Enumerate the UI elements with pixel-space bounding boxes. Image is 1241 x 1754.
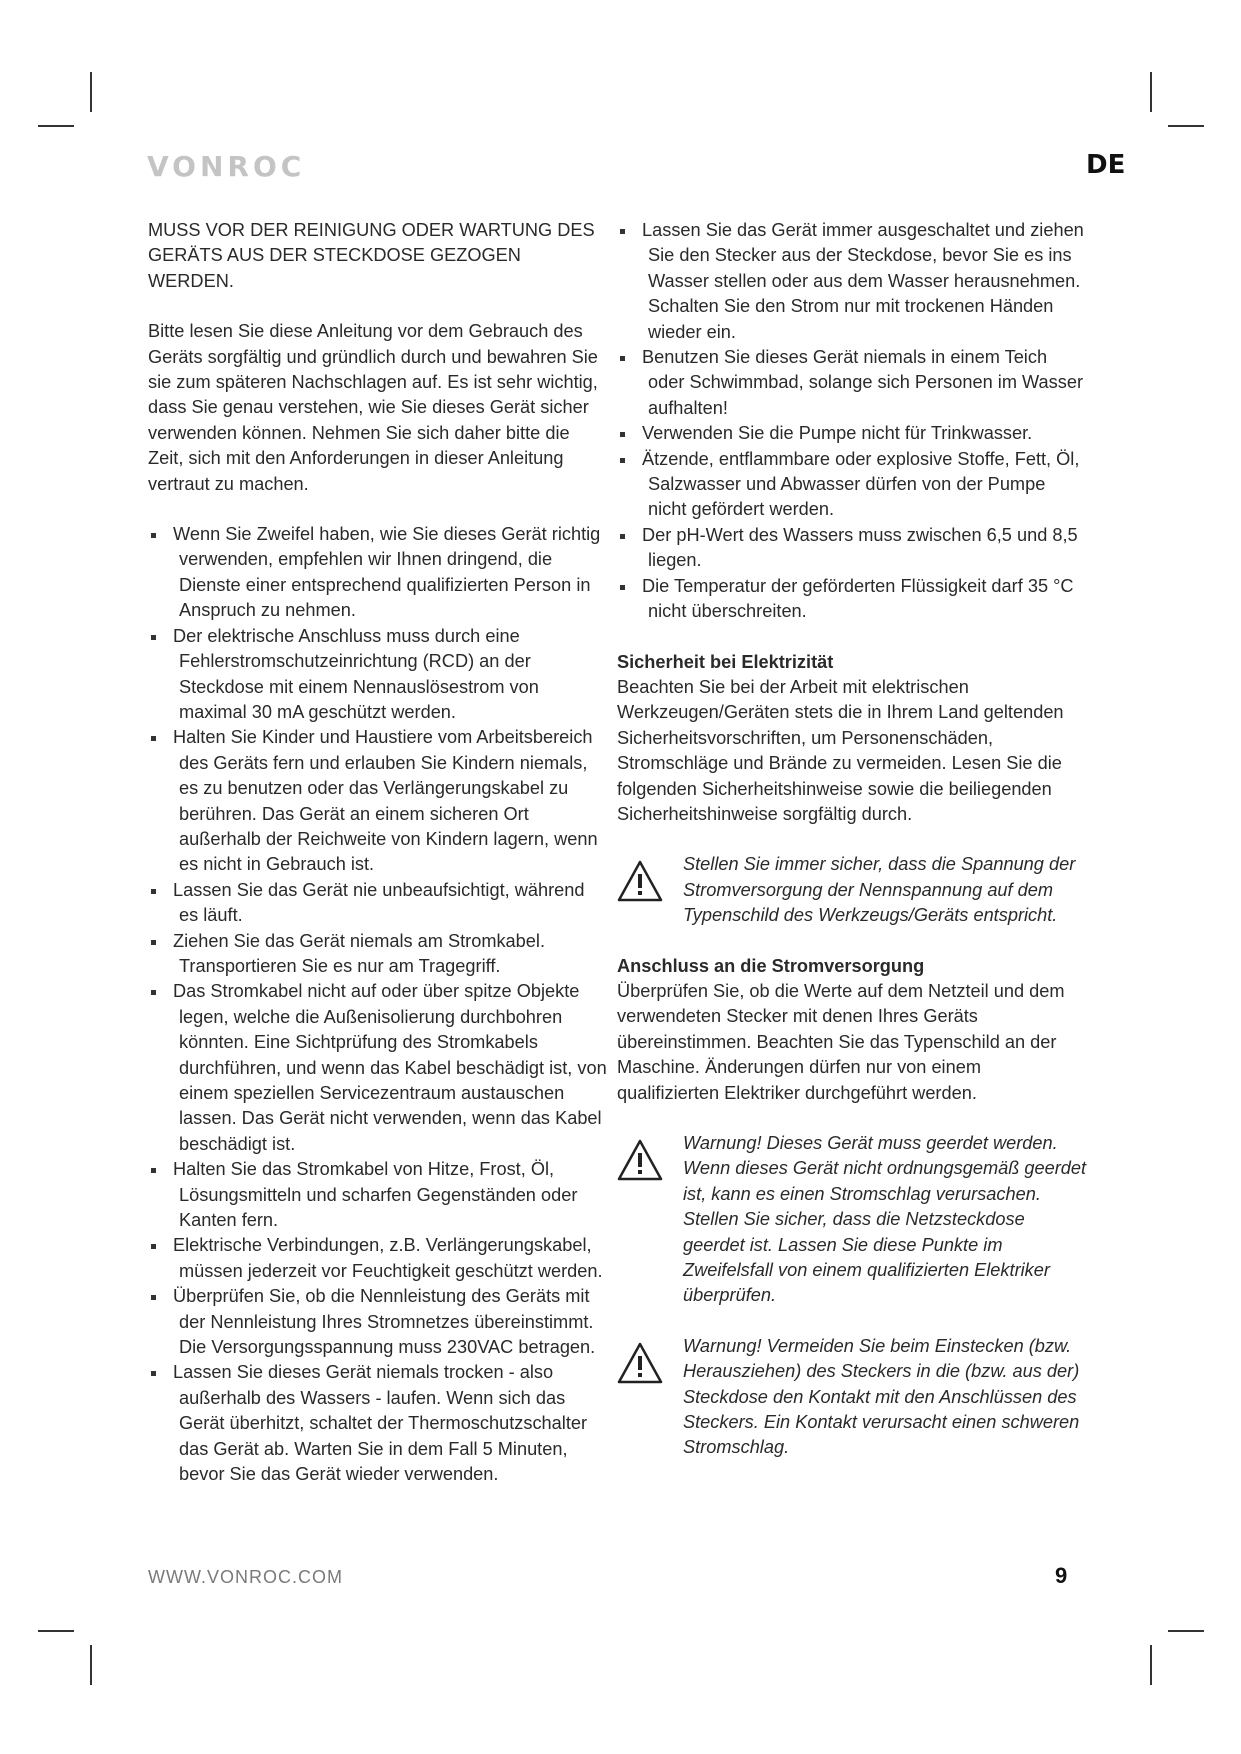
crop-mark [1150,1645,1152,1685]
power-supply-paragraph: Überprüfen Sie, ob die Werte auf dem Netzteil und dem verwendeten Stecker mit denen Ihres Geräts übereinstimmen. Beachten Sie das Typenschild an der Maschine. Änderungen dürfen nur von einem qualifizierten Elektriker durchgeführt werden. [617,980,1065,1103]
section-heading-electrical-safety: Sicherheit bei Elektrizität [617,651,834,672]
page-number: 9 [1055,1563,1068,1588]
list-item: Halten Sie Kinder und Haustiere vom Arbeitsbereich des Geräts fern und erlauben Sie Kindern niemals, es zu benutzen oder das Verlängerungskabel zu berühren. Das Gerät an einem sicheren Ort außerhalb der Reichweite von Kindern lagern, wenn es nicht in Gebrauch ist. [148,725,608,877]
brand-logo: VONROC [147,150,306,183]
list-item: Ätzende, entflammbare oder explosive Stoffe, Fett, Öl, Salzwasser und Abwasser dürfen von der Pumpe nicht gefördert werden. [617,447,1087,523]
right-column [617,218,1087,1486]
list-item: Die Temperatur der geförderten Flüssigkeit darf 35 °C nicht überschreiten. [617,574,1087,625]
warning-block-grounding [617,1131,1087,1309]
warning-text: Warnung! Vermeiden Sie beim Einstecken (bzw. Herausziehen) des Steckers in die (bzw. aus der) Steckdose den Kontakt mit den Anschlüssen des Steckers. Ein Kontakt verursacht einen schweren Stromschlag. [683,1335,1080,1458]
list-item: Lassen Sie das Gerät nie unbeaufsichtigt, während es läuft. [148,878,608,929]
list-item: Der pH-Wert des Wassers muss zwischen 6,5 und 8,5 liegen. [617,523,1087,574]
warning-block-plug-contact [617,1334,1087,1461]
crop-mark [90,1645,92,1685]
list-item: Der elektrische Anschluss muss durch eine Fehlerstromschutzeinrichtung (RCD) an der Steckdose mit einem Nennauslösestrom von maximal 30 mA geschützt werden. [148,624,608,726]
list-item: Lassen Sie dieses Gerät niemals trocken - also außerhalb des Wassers - laufen. Wenn sich das Gerät überhitzt, schaltet der Thermoschutzschalter das Gerät ab. Warten Sie in dem Fall 5 Minuten, bevor Sie das Gerät wieder verwenden. [148,1360,608,1487]
warning-text: Warnung! Dieses Gerät muss geerdet werden. Wenn dieses Gerät nicht ordnungsgemäß geerdet ist, kann es einen Stromschlag verursachen. Stellen Sie sicher, dass die Netzsteckdose geerdet ist. Lassen Sie diese Punkte im Zweifelsfall von einem qualifizierten Elektriker überprüfen. [683,1133,1087,1306]
list-item: Lassen Sie das Gerät immer ausgeschaltet und ziehen Sie den Stecker aus der Steckdose, bevor Sie es ins Wasser stellen oder aus dem Wasser herausnehmen. Schalten Sie den Strom nur mit trockenen Händen wieder ein. [617,218,1087,345]
crop-mark [1168,125,1204,127]
footer-website-link[interactable]: WWW.VONROC.COM [148,1567,343,1587]
warning-text: Stellen Sie immer sicher, dass die Spannung der Stromversorgung der Nennspannung auf dem Typenschild des Werkzeugs/Geräts entspricht. [683,854,1076,926]
language-code: DE [1086,150,1126,180]
crop-mark [1150,72,1152,112]
left-column [148,218,608,1513]
warning-triangle-icon [617,1139,663,1181]
crop-mark [38,125,74,127]
list-item: Verwenden Sie die Pumpe nicht für Trinkwasser. [617,421,1087,446]
warning-triangle-icon [617,860,663,902]
crop-mark [1168,1630,1204,1632]
section-heading-power-supply: Anschluss an die Stromversorgung [617,955,925,976]
list-item: Ziehen Sie das Gerät niemals am Stromkabel. Transportieren Sie es nur am Tragegriff. [148,929,608,980]
warning-triangle-icon [617,1342,663,1384]
list-item: Halten Sie das Stromkabel von Hitze, Frost, Öl, Lösungsmitteln und scharfen Gegenständen oder Kanten fern. [148,1157,608,1233]
list-item: Überprüfen Sie, ob die Nennleistung des Geräts mit der Nennleistung Ihres Stromnetzes übereinstimmt. Die Versorgungsspannung muss 230VAC betragen. [148,1284,608,1360]
list-item: Wenn Sie Zweifel haben, wie Sie dieses Gerät richtig verwenden, empfehlen wir Ihnen dringend, die Dienste einer entsprechend qualifizierten Person in Anspruch zu nehmen. [148,522,608,624]
crop-mark [90,72,92,112]
list-item: Das Stromkabel nicht auf oder über spitze Objekte legen, welche die Außenisolierung durchbohren könnten. Eine Sichtprüfung des Stromkabels durchführen, und wenn das Kabel beschädigt ist, von einem speziellen Servicezentraum austauschen lassen. Das Gerät nicht verwenden, wenn das Kabel beschädigt ist. [148,979,608,1157]
caps-warning-text: MUSS VOR DER REINIGUNG ODER WARTUNG DES GERÄTS AUS DER STECKDOSE GEZOGEN WERDEN. [148,220,595,291]
crop-mark [38,1630,74,1632]
safety-list-left [148,522,608,1487]
intro-paragraph: Bitte lesen Sie diese Anleitung vor dem Gebrauch des Geräts sorgfältig und gründlich durch und bewahren Sie sie zum späteren Nachschlagen auf. Es ist sehr wichtig, dass Sie genau verstehen, wie Sie dieses Gerät sicher verwenden können. Nehmen Sie sich daher bitte die Zeit, sich mit den Anforderungen in dieser Anleitung vertraut zu machen. [148,321,598,494]
list-item: Elektrische Verbindungen, z.B. Verlängerungskabel, müssen jederzeit vor Feuchtigkeit geschützt werden. [148,1233,608,1284]
list-item: Benutzen Sie dieses Gerät niemals in einem Teich oder Schwimmbad, solange sich Personen im Wasser aufhalten! [617,345,1087,421]
electrical-safety-paragraph: Beachten Sie bei der Arbeit mit elektrischen Werkzeugen/Geräten stets die in Ihrem Land geltenden Sicherheitsvorschriften, um Personenschäden, Stromschläge und Brände zu vermeiden. Lesen Sie die folgenden Sicherheitshinweise sowie die beiliegenden Sicherheitshinweise sorgfältig durch. [617,676,1064,824]
warning-block-voltage [617,852,1087,928]
safety-list-right [617,218,1087,625]
